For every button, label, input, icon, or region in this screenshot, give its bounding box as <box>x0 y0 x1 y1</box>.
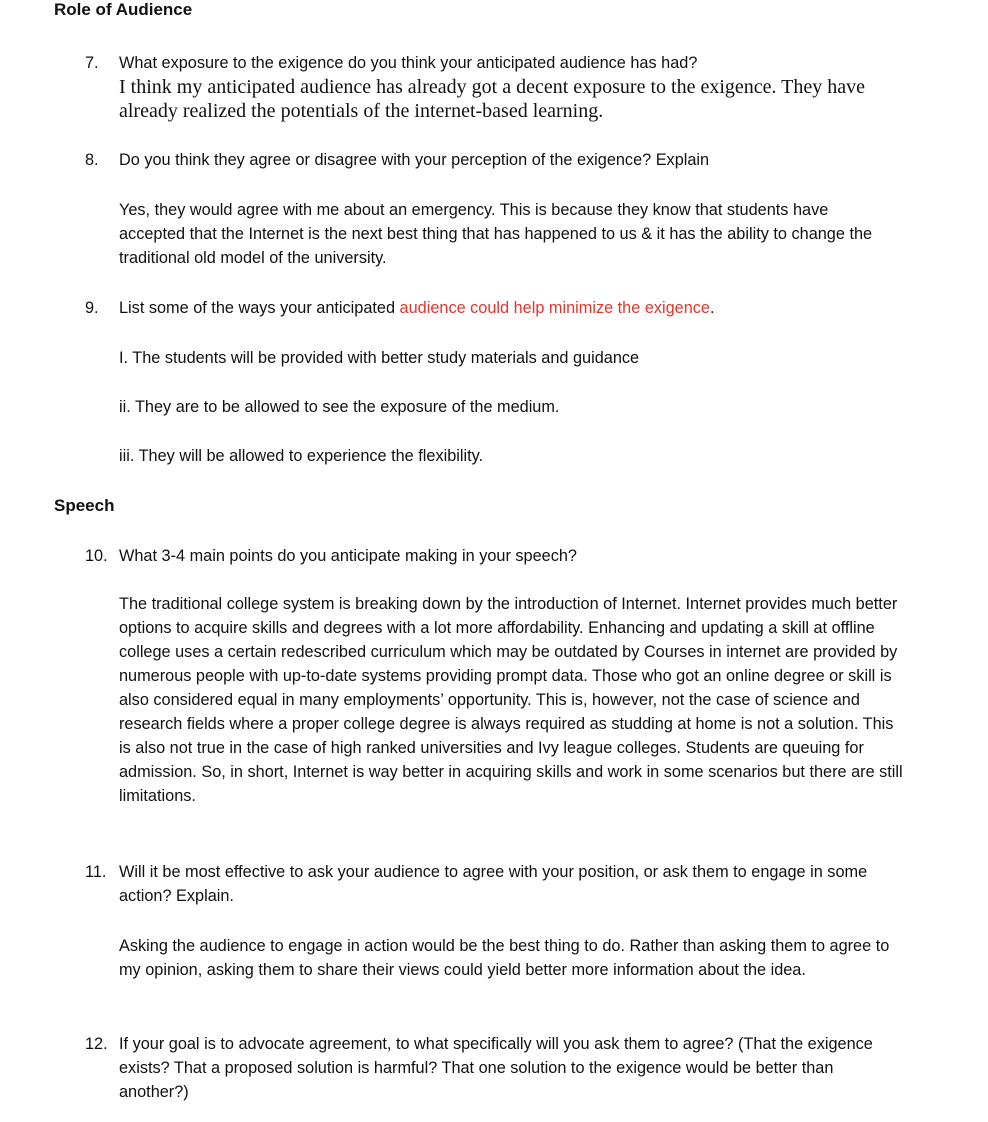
section-heading-role-of-audience: Role of Audience <box>54 0 193 19</box>
question-11 <box>85 860 900 908</box>
question-text <box>119 296 915 320</box>
question-7 <box>85 51 915 75</box>
question-text: What exposure to the exigence do you think your anticipated audience has had? <box>119 54 698 72</box>
question-12 <box>85 1032 900 1104</box>
list-item-1: I. The students will be provided with better study materials and guidance <box>119 349 640 367</box>
question-number: 7. <box>85 54 99 72</box>
question-number: 11. <box>85 863 107 881</box>
question-9 <box>85 296 915 320</box>
question-text: If your goal is to advocate agreement, to what specifically will you ask them to agree? (That the exigence exists? That a proposed solution is harmful? That one solution to the exigence would be better than another?) <box>119 1035 873 1101</box>
question-number: 8. <box>85 151 99 169</box>
question-text: Do you think they agree or disagree with your perception of the exigence? Explain <box>119 151 710 169</box>
question-number: 12. <box>85 1035 108 1053</box>
answer-10: The traditional college system is breaking down by the introduction of Internet. Internet provides much better options to acquire skills and degrees with a lot more affordability. Enhancing and updating a skill at offline college uses a certain redescribed curriculum which may be outdated by Courses in internet are provided by numerous people with up-to-date systems providing prompt data. Those who got an online degree or skill is also considered equal in many employments’ opportunity. This is, however, not the case of science and research fields where a proper college degree is always required as studding at home is not a solution. This is also not true in the case of high ranked universities and Ivy league colleges. Students are queuing for admission. So, in short, Internet is way better in acquiring skills and work in some scenarios but there are still limitations. <box>119 595 903 805</box>
answer-8: Yes, they would agree with me about an emergency. This is because they know that students have accepted that the Internet is the next best thing that has happened to us & it has the ability to change the traditional old model of the university. <box>119 201 873 267</box>
question-text-start: List some of the ways your anticipated <box>119 299 400 317</box>
question-text: What 3-4 main points do you anticipate making in your speech? <box>119 547 577 565</box>
section-heading-speech: Speech <box>54 496 115 515</box>
list-item-3: iii. They will be allowed to experience the flexibility. <box>119 447 484 465</box>
answer-11: Asking the audience to engage in action would be the best thing to do. Rather than asking them to agree to my opinion, asking them to share their views could yield better more information about the idea. <box>119 937 890 979</box>
answer-7: I think my anticipated audience has already got a decent exposure to the exigence. They have already realized the potentials of the internet-based learning. <box>119 76 865 122</box>
question-text-end: . <box>710 299 715 317</box>
question-10 <box>85 544 915 568</box>
list-item-2: ii. They are to be allowed to see the exposure of the medium. <box>119 398 560 416</box>
highlighted-text: audience could help minimize the exigence <box>399 299 710 317</box>
question-8 <box>85 148 915 172</box>
question-text: Will it be most effective to ask your audience to agree with your position, or ask them to engage in some action? Explain. <box>119 863 868 905</box>
question-number: 10. <box>85 547 108 565</box>
question-number: 9. <box>85 299 99 317</box>
